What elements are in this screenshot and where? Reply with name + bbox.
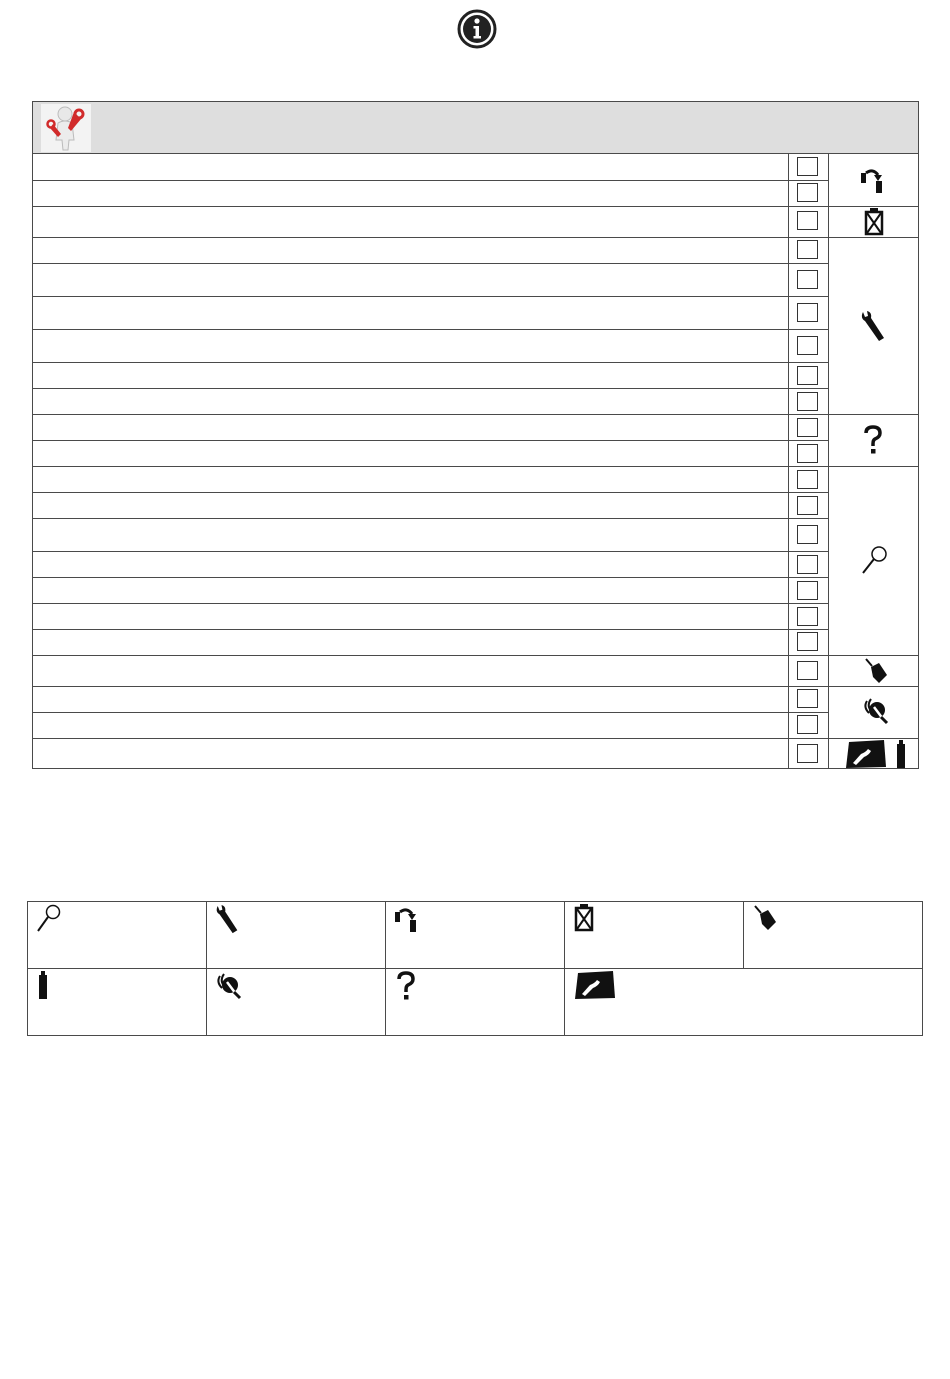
row-checkbox[interactable] xyxy=(797,183,818,202)
question-mark-icon xyxy=(862,424,884,456)
question-mark-icon xyxy=(395,970,417,1002)
canister-icon xyxy=(573,903,595,932)
icon-legend-table xyxy=(27,901,923,1036)
mechanic-figure-icon xyxy=(41,104,91,152)
row-checkbox[interactable] xyxy=(797,157,818,176)
checklist-header xyxy=(33,102,918,154)
row-checkbox[interactable] xyxy=(797,555,818,574)
magnifier-icon xyxy=(36,904,62,934)
row-checkbox[interactable] xyxy=(797,632,818,651)
oil-can-icon xyxy=(752,904,778,932)
row-checkbox[interactable] xyxy=(797,715,818,734)
row-checkbox[interactable] xyxy=(797,444,818,463)
row-checkbox[interactable] xyxy=(797,392,818,411)
cartridge-icon xyxy=(36,970,50,1000)
row-checkbox[interactable] xyxy=(797,661,818,680)
row-checkbox[interactable] xyxy=(797,211,818,230)
row-checkbox[interactable] xyxy=(797,240,818,259)
row-checkbox[interactable] xyxy=(797,470,818,489)
canister-icon xyxy=(863,207,885,236)
turn-arrow-icon xyxy=(859,165,887,195)
row-checkbox[interactable] xyxy=(797,303,818,322)
manual-icon xyxy=(573,970,617,1000)
maintenance-checklist-table xyxy=(32,101,919,769)
row-checkbox[interactable] xyxy=(797,525,818,544)
turn-arrow-icon xyxy=(393,904,421,934)
row-checkbox[interactable] xyxy=(797,270,818,289)
cartridge-icon xyxy=(894,739,908,769)
info-circle-icon xyxy=(457,9,497,49)
row-checkbox[interactable] xyxy=(797,607,818,626)
row-checkbox[interactable] xyxy=(797,581,818,600)
row-checkbox[interactable] xyxy=(797,744,818,763)
wrench-icon xyxy=(214,904,242,936)
grease-gun-icon xyxy=(214,970,242,1000)
oil-can-icon xyxy=(863,657,889,685)
row-checkbox[interactable] xyxy=(797,689,818,708)
row-checkbox[interactable] xyxy=(797,418,818,437)
row-checkbox[interactable] xyxy=(797,496,818,515)
row-checkbox[interactable] xyxy=(797,366,818,385)
manual-icon xyxy=(844,739,888,769)
grease-gun-icon xyxy=(861,695,889,725)
row-checkbox[interactable] xyxy=(797,336,818,355)
wrench-icon xyxy=(859,310,889,344)
magnifier-icon xyxy=(860,545,888,577)
